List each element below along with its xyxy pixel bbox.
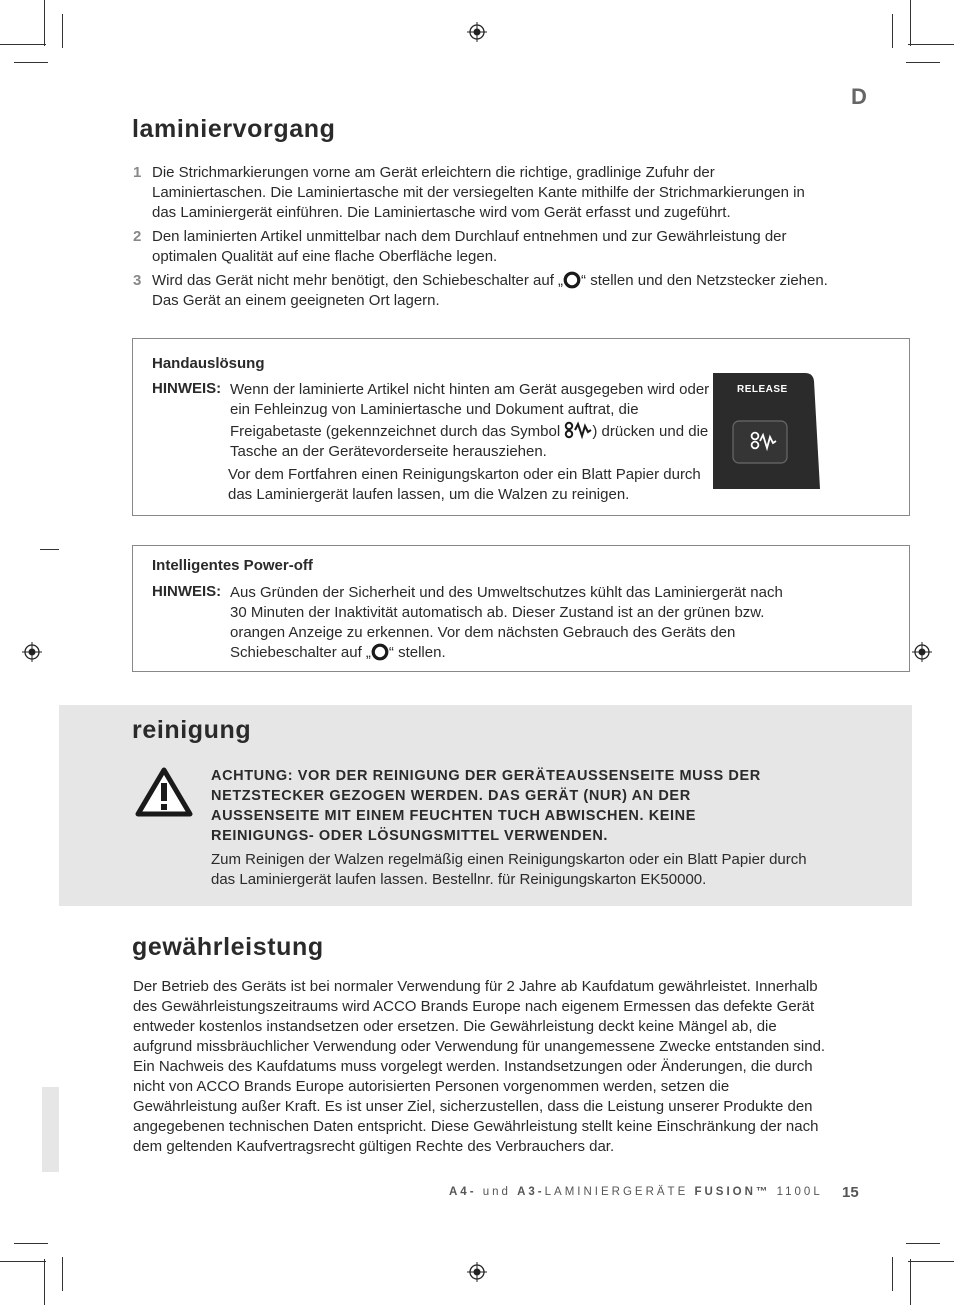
- crop-mark: [0, 44, 46, 45]
- section-title-laminiervorgang: laminiervorgang: [132, 115, 336, 143]
- step-text-before: Wird das Gerät nicht mehr benötigt, den Schiebeschalter auf „: [152, 272, 564, 289]
- step-text: Die Strichmarkierungen vorne am Gerät erleichtern die richtige, gradlinige Zufuhr der Laminiertaschen. Die Laminiertasche mit der versiegelten Kante mithilfe der Strichmarkierungen in das Laminiergerät einführen. Die Laminiertasche wird vom Gerät erfasst und zugeführt.: [152, 164, 805, 221]
- hinweis-text-before: Wenn der laminierte Artikel nicht hinten am Gerät ausgegeben wird oder ein Fehleinzug von Laminiertasche und Dokument auftrat, die Freigabetaste (gekennzeichnet durch das Symbol: [230, 381, 710, 440]
- crop-mark: [62, 14, 63, 48]
- hinweis-text-after: “ stellen.: [388, 644, 446, 661]
- box-title: Handauslösung: [152, 355, 265, 372]
- language-letter: D: [851, 84, 867, 109]
- hinweis-text-2: Vor dem Fortfahren einen Reinigungskarton oder ein Blatt Papier durch das Laminiergerät laufen lassen, um die Walzen zu reinigen.: [228, 466, 701, 503]
- hinweis-label: HINWEIS:: [152, 380, 222, 397]
- side-tab: [42, 1087, 59, 1172]
- section-title-gewaehrleistung: gewährleistung: [132, 933, 324, 961]
- crop-mark: [14, 62, 48, 63]
- step-number: 3: [133, 272, 142, 289]
- cleaning-text: Zum Reinigen der Walzen regelmäßig einen Reinigungskarton oder ein Blatt Papier durch das Laminiergerät laufen lassen. Bestellnr. für Reinigungskarton EK50000.: [211, 851, 807, 888]
- crop-mark: [910, 1259, 911, 1305]
- footer-part: LAMINIERGERÄTE: [544, 1186, 695, 1198]
- section-title-reinigung: reinigung: [132, 716, 252, 744]
- crop-mark: [44, 1259, 45, 1305]
- handausloesung-box: [132, 338, 910, 516]
- step-item: [133, 227, 833, 267]
- step-text-after: “ stellen und den Netzstecker ziehen. Das Gerät an einem geeigneten Ort lagern.: [152, 272, 828, 309]
- release-symbol-icon: [564, 420, 592, 440]
- step-number: 2: [133, 228, 142, 245]
- footer-product-line: [449, 1186, 823, 1198]
- power-off-box: [132, 545, 910, 672]
- footer-part: FUSION™: [694, 1186, 771, 1198]
- hinweis-label: HINWEIS:: [152, 583, 222, 600]
- box-title: Intelligentes Power-off: [152, 557, 313, 574]
- crop-mark: [892, 14, 893, 48]
- crop-mark: [892, 1257, 893, 1291]
- page-number: 15: [842, 1184, 859, 1201]
- step-text: Den laminierten Artikel unmittelbar nach dem Durchlauf entnehmen und zur Gewährleistung der optimalen Qualität auf eine flache Oberfläche legen.: [152, 228, 787, 265]
- step-text: [152, 271, 833, 311]
- step-item: [133, 163, 833, 223]
- warning-triangle-icon: [135, 767, 193, 817]
- crop-mark: [908, 44, 954, 45]
- crop-mark: [910, 0, 911, 46]
- footer-part: A3-: [517, 1186, 545, 1198]
- release-button-illustration: [713, 373, 821, 489]
- footer-part: A4-: [449, 1186, 477, 1198]
- crop-mark: [906, 1243, 940, 1244]
- crop-mark: [908, 1261, 954, 1262]
- registration-mark-icon: [467, 22, 487, 42]
- crop-mark: [62, 1257, 63, 1291]
- hinweis-text: [230, 380, 710, 462]
- power-off-circle-icon: [563, 271, 581, 289]
- crop-mark: [906, 62, 940, 63]
- registration-mark-icon: [912, 642, 932, 662]
- registration-mark-icon: [467, 1262, 487, 1282]
- hinweis-text-before: Aus Gründen der Sicherheit und des Umweltschutzes kühlt das Laminiergerät nach 30 Minuten der Inaktivität automatisch ab. Dieser Zustand ist an der grünen bzw. orangen Anzeige zu erkennen. Vor dem nächsten Gebrauch des Geräts den Schiebeschalter auf „: [230, 584, 783, 661]
- hinweis-text: [230, 583, 800, 663]
- step-item: [133, 271, 833, 311]
- crop-mark: [40, 549, 59, 550]
- steps-list: [133, 163, 833, 315]
- power-off-circle-icon: [371, 643, 389, 661]
- registration-mark-icon: [22, 642, 42, 662]
- crop-mark: [44, 0, 45, 46]
- warranty-text: Der Betrieb des Geräts ist bei normaler Verwendung für 2 Jahre ab Kaufdatum gewährleistet. Innerhalb des Gewährleistungszeitraums wird ACCO Brands Europe nach eigenem Ermessen das defekte Gerät entweder kostenlos instandsetzen oder ersetzen. Die Gewährleistung deckt keine Mängel ab, die aufgrund missbräuchlicher Verwendung oder Verwendung für unangemessene Zwecke entstanden sind. Ein Nachweis des Kaufdatums muss vorgelegt werden. Instandsetzungen oder Änderungen, die durch nicht von ACCO Brands Europe autorisierten Personen vorgenommen werden, setzen die Gewährleistung außer Kraft. Es ist unser Ziel, sicherzustellen, dass die Leistung unserer Produkte den angegebenen technischen Daten entspricht. Diese Gewährleistung stellt keine Einschränkung der nach dem geltenden Kaufvertragsrecht gültigen Rechte des Verbrauchers dar.: [133, 978, 826, 1155]
- warning-text: ACHTUNG: VOR DER REINIGUNG DER GERÄTEAUSSENSEITE MUSS DER NETZSTECKER GEZOGEN WERDEN. DAS GERÄT (NUR) AN DER AUSSENSEITE MIT EINEM FEUCHTEN TUCH ABWISCHEN. KEINE REINIGUNGS- ODER LÖSUNGSMITTEL VERWENDEN.: [211, 768, 761, 844]
- hinweis-text-after: ) drücken und die Tasche an der Gerätevorderseite herausziehen.: [230, 423, 709, 460]
- footer-part: und: [476, 1186, 518, 1198]
- release-label: RELEASE: [737, 384, 788, 395]
- footer-part: 1100L: [770, 1186, 823, 1198]
- step-number: 1: [133, 164, 142, 181]
- crop-mark: [0, 1261, 46, 1262]
- crop-mark: [14, 1243, 48, 1244]
